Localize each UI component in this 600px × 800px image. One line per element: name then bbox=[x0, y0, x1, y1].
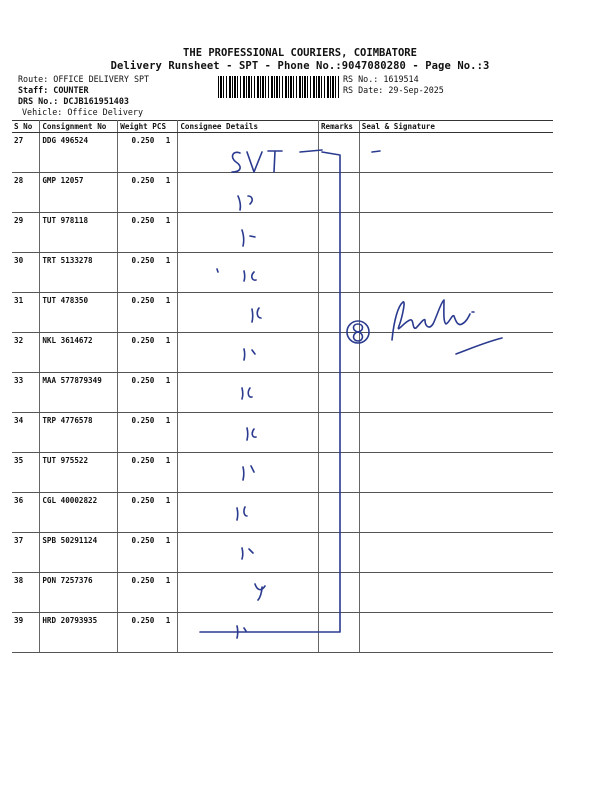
row-remarks bbox=[318, 413, 359, 453]
route-line: Route: OFFICE DELIVERY SPT bbox=[18, 74, 150, 84]
row-consignee-details bbox=[178, 493, 319, 533]
row-pcs: 1 bbox=[165, 176, 171, 185]
route-info bbox=[18, 74, 149, 118]
table-row bbox=[12, 333, 553, 373]
row-seal-signature bbox=[359, 133, 553, 173]
row-consignee-details bbox=[178, 293, 319, 333]
row-remarks bbox=[318, 253, 359, 293]
row-sno: 30 bbox=[12, 253, 40, 293]
row-seal-signature bbox=[359, 333, 553, 373]
row-consignee-details bbox=[178, 413, 319, 453]
row-consignment-no: TUT 975522 bbox=[40, 453, 118, 493]
row-seal-signature bbox=[359, 293, 553, 333]
row-pcs: 1 bbox=[165, 336, 171, 345]
table-row bbox=[12, 253, 553, 293]
row-pcs: 1 bbox=[165, 456, 171, 465]
row-remarks bbox=[318, 573, 359, 613]
row-sno: 37 bbox=[12, 533, 40, 573]
table-row bbox=[12, 413, 553, 453]
row-consignee-details bbox=[178, 453, 319, 493]
row-weight-pcs bbox=[118, 613, 178, 653]
row-consignment-no: SPB 50291124 bbox=[40, 533, 118, 573]
row-sno: 39 bbox=[12, 613, 40, 653]
row-sno: 33 bbox=[12, 373, 40, 413]
row-weight: 0.250 bbox=[131, 576, 155, 585]
row-sno: 35 bbox=[12, 453, 40, 493]
row-weight-pcs bbox=[118, 573, 178, 613]
row-weight: 0.250 bbox=[131, 376, 155, 385]
row-consignee-details bbox=[178, 573, 319, 613]
row-weight-pcs bbox=[118, 413, 178, 453]
row-pcs: 1 bbox=[165, 576, 171, 585]
row-sno: 29 bbox=[12, 213, 40, 253]
col-weight-pcs: Weight PCS bbox=[118, 121, 178, 133]
table-row bbox=[12, 293, 553, 333]
row-seal-signature bbox=[359, 613, 553, 653]
row-sno: 32 bbox=[12, 333, 40, 373]
row-pcs: 1 bbox=[165, 296, 171, 305]
row-weight: 0.250 bbox=[131, 136, 155, 145]
row-consignment-no: TUT 478350 bbox=[40, 293, 118, 333]
row-weight-pcs bbox=[118, 493, 178, 533]
row-weight-pcs bbox=[118, 453, 178, 493]
row-seal-signature bbox=[359, 493, 553, 533]
row-seal-signature bbox=[359, 533, 553, 573]
row-pcs: 1 bbox=[165, 136, 171, 145]
row-remarks bbox=[318, 213, 359, 253]
table-row bbox=[12, 613, 553, 653]
row-remarks bbox=[318, 293, 359, 333]
row-weight-pcs bbox=[118, 253, 178, 293]
row-pcs: 1 bbox=[165, 536, 171, 545]
row-consignee-details bbox=[178, 533, 319, 573]
row-seal-signature bbox=[359, 173, 553, 213]
row-pcs: 1 bbox=[165, 416, 171, 425]
row-seal-signature bbox=[359, 373, 553, 413]
row-weight-pcs bbox=[118, 133, 178, 173]
drs-line: DRS No.: DCJB161951403 bbox=[18, 96, 129, 106]
staff-line: Staff: COUNTER bbox=[18, 85, 89, 95]
runsheet-subtitle: Delivery Runsheet - SPT - Phone No.:9047080280 - Page No.:3 bbox=[110, 60, 490, 72]
row-seal-signature bbox=[359, 213, 553, 253]
row-weight: 0.250 bbox=[131, 296, 155, 305]
row-sno: 28 bbox=[12, 173, 40, 213]
row-consignment-no: MAA 577879349 bbox=[40, 373, 118, 413]
row-consignee-details bbox=[178, 253, 319, 293]
row-consignment-no: PON 7257376 bbox=[40, 573, 118, 613]
rs-info bbox=[343, 74, 444, 96]
row-consignment-no: HRD 20793935 bbox=[40, 613, 118, 653]
row-weight-pcs bbox=[118, 333, 178, 373]
row-weight-pcs bbox=[118, 293, 178, 333]
row-seal-signature bbox=[359, 413, 553, 453]
row-remarks bbox=[318, 173, 359, 213]
row-seal-signature bbox=[359, 253, 553, 293]
row-consignment-no: TUT 978118 bbox=[40, 213, 118, 253]
row-consignee-details bbox=[178, 213, 319, 253]
row-pcs: 1 bbox=[165, 376, 171, 385]
row-weight: 0.250 bbox=[131, 456, 155, 465]
row-weight-pcs bbox=[118, 173, 178, 213]
row-weight-pcs bbox=[118, 213, 178, 253]
row-weight: 0.250 bbox=[131, 176, 155, 185]
table-row bbox=[12, 373, 553, 413]
vehicle-line: Vehicle: Office Delivery bbox=[22, 107, 144, 117]
delivery-table bbox=[12, 120, 553, 653]
rs-date: RS Date: 29-Sep-2025 bbox=[343, 85, 444, 95]
rs-number: RS No.: 1619514 bbox=[343, 74, 419, 84]
col-sno: S No bbox=[12, 121, 40, 133]
row-weight: 0.250 bbox=[131, 216, 155, 225]
row-consignee-details bbox=[178, 173, 319, 213]
row-pcs: 1 bbox=[165, 256, 171, 265]
row-remarks bbox=[318, 373, 359, 413]
row-consignment-no: GMP 12057 bbox=[40, 173, 118, 213]
table-row bbox=[12, 493, 553, 533]
row-consignee-details bbox=[178, 373, 319, 413]
row-remarks bbox=[318, 613, 359, 653]
row-consignment-no: DDG 496524 bbox=[40, 133, 118, 173]
col-seal: Seal & Signature bbox=[359, 121, 553, 133]
row-seal-signature bbox=[359, 453, 553, 493]
col-remarks: Remarks bbox=[318, 121, 359, 133]
row-weight-pcs bbox=[118, 373, 178, 413]
row-remarks bbox=[318, 533, 359, 573]
row-pcs: 1 bbox=[165, 216, 171, 225]
row-sno: 27 bbox=[12, 133, 40, 173]
row-consignment-no: NKL 3614672 bbox=[40, 333, 118, 373]
row-remarks bbox=[318, 493, 359, 533]
row-seal-signature bbox=[359, 573, 553, 613]
row-consignment-no: TRP 4776578 bbox=[40, 413, 118, 453]
row-pcs: 1 bbox=[165, 496, 171, 505]
barcode-image bbox=[218, 76, 340, 98]
table-row bbox=[12, 173, 553, 213]
col-consignment: Consignment No bbox=[40, 121, 118, 133]
table-row bbox=[12, 573, 553, 613]
table-header-row bbox=[12, 121, 553, 133]
col-consignee: Consignee Details bbox=[178, 121, 319, 133]
row-weight: 0.250 bbox=[131, 496, 155, 505]
row-consignee-details bbox=[178, 133, 319, 173]
row-weight: 0.250 bbox=[131, 416, 155, 425]
row-weight: 0.250 bbox=[131, 256, 155, 265]
row-consignment-no: TRT 5133278 bbox=[40, 253, 118, 293]
table-row bbox=[12, 133, 553, 173]
row-weight: 0.250 bbox=[131, 536, 155, 545]
row-sno: 34 bbox=[12, 413, 40, 453]
row-consignment-no: CGL 40002822 bbox=[40, 493, 118, 533]
row-remarks bbox=[318, 453, 359, 493]
row-consignee-details bbox=[178, 613, 319, 653]
row-consignee-details bbox=[178, 333, 319, 373]
row-sno: 36 bbox=[12, 493, 40, 533]
row-remarks bbox=[318, 133, 359, 173]
table-body bbox=[12, 133, 553, 653]
table-row bbox=[12, 453, 553, 493]
row-weight-pcs bbox=[118, 533, 178, 573]
row-sno: 31 bbox=[12, 293, 40, 333]
company-title: THE PROFESSIONAL COURIERS, COIMBATORE bbox=[183, 47, 417, 59]
table-row bbox=[12, 533, 553, 573]
table-row bbox=[12, 213, 553, 253]
row-weight: 0.250 bbox=[131, 336, 155, 345]
row-sno: 38 bbox=[12, 573, 40, 613]
row-remarks bbox=[318, 333, 359, 373]
row-weight: 0.250 bbox=[131, 616, 155, 625]
row-pcs: 1 bbox=[165, 616, 171, 625]
